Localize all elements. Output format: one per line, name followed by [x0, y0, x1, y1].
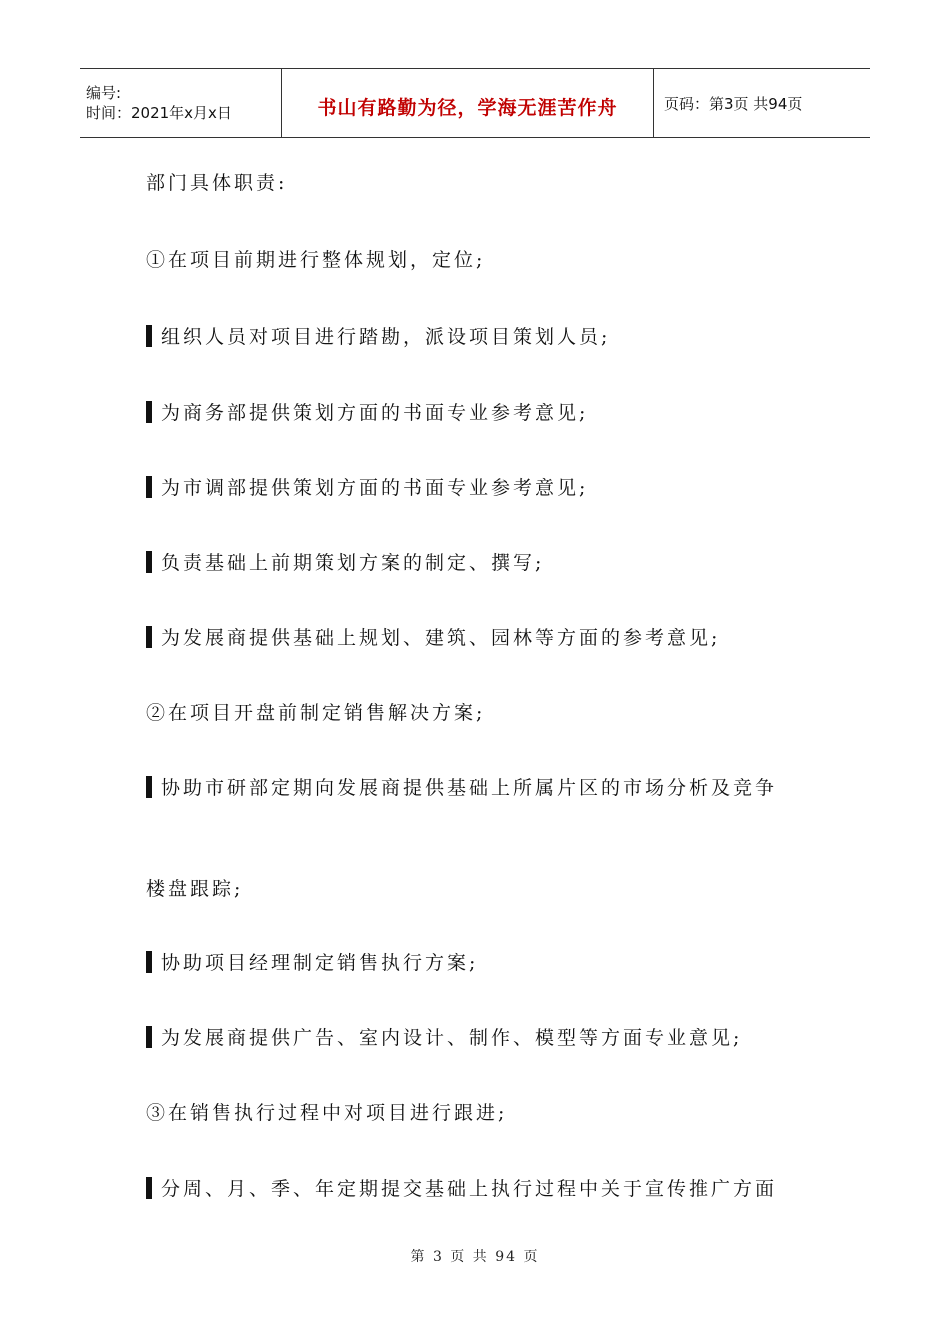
line-text: 为市调部提供策划方面的书面专业参考意见; — [161, 477, 589, 499]
body-line — [146, 1023, 742, 1050]
body-line — [146, 948, 478, 975]
body-line — [146, 698, 485, 725]
line-text: 负责基础上前期策划方案的制定、撰写; — [161, 552, 545, 574]
bullet-marker — [146, 1026, 152, 1048]
line-text: ①在项目前期进行整体规划，定位; — [146, 249, 486, 271]
bullet-marker — [146, 626, 152, 648]
bullet-marker — [146, 1177, 152, 1199]
header-page-cell — [654, 69, 870, 137]
header-slogan-cell — [282, 69, 654, 137]
header-meta-cell — [80, 69, 282, 137]
bullet-marker — [146, 776, 152, 798]
body-line — [146, 245, 485, 272]
line-text: 楼盘跟踪; — [146, 878, 244, 900]
bullet-marker — [146, 476, 152, 498]
line-text: 分周、月、季、年定期提交基础上执行过程中关于宣传推广方面 — [161, 1178, 778, 1200]
body-line — [146, 548, 544, 575]
page-info: 页码：第3页 共94页 — [664, 94, 803, 113]
body-line — [146, 623, 720, 650]
line-text: 组织人员对项目进行踏勘，派设项目策划人员; — [161, 326, 611, 348]
line-text: 协助项目经理制定销售执行方案; — [161, 952, 479, 974]
document-header — [80, 68, 870, 138]
line-text: 为商务部提供策划方面的书面专业参考意见; — [161, 402, 589, 424]
body-line — [146, 473, 588, 500]
slogan: 书山有路勤为径，学海无涯苦作舟 — [317, 96, 618, 119]
line-text: 为发展商提供广告、室内设计、制作、模型等方面专业意见; — [161, 1027, 743, 1049]
page-footer: 第 3 页 共 94 页 — [410, 1249, 540, 1265]
body-line — [146, 1174, 777, 1201]
body-line — [146, 398, 588, 425]
bullet-marker — [146, 401, 152, 423]
body-line — [146, 168, 287, 195]
body-line — [146, 1098, 507, 1125]
bullet-marker — [146, 551, 152, 573]
bullet-marker — [146, 951, 152, 973]
line-text: 部门具体职责: — [146, 172, 288, 194]
line-text: 协助市研部定期向发展商提供基础上所属片区的市场分析及竞争 — [161, 777, 778, 799]
body-line — [146, 773, 777, 800]
body-line — [146, 874, 243, 901]
line-text: 为发展商提供基础上规划、建筑、园林等方面的参考意见; — [161, 627, 721, 649]
line-text: ③在销售执行过程中对项目进行跟进; — [146, 1102, 508, 1124]
line-text: ②在项目开盘前制定销售解决方案; — [146, 702, 486, 724]
bullet-marker — [146, 325, 152, 347]
number-label: 编号: — [86, 84, 122, 102]
body-line — [146, 322, 610, 349]
date-label: 时间：2021年x月x日 — [86, 104, 232, 122]
